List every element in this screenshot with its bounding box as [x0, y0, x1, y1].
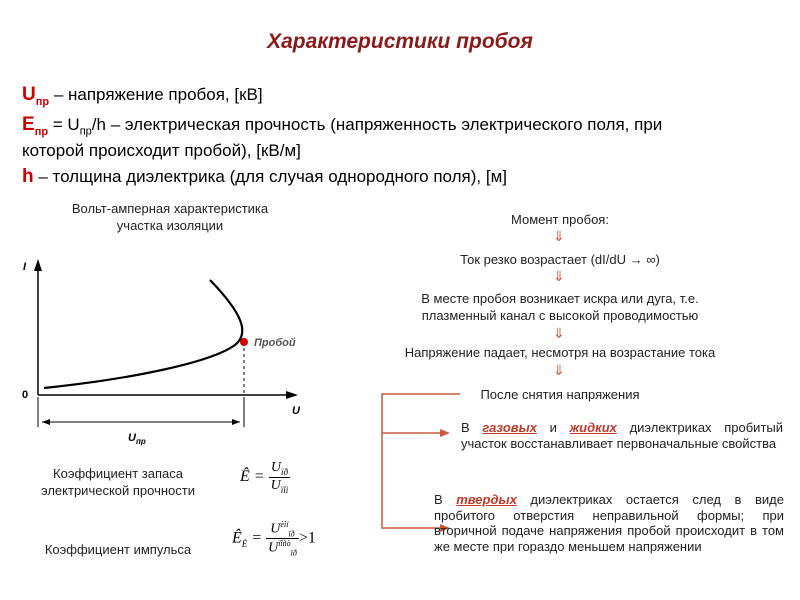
breakdown-point: [240, 338, 248, 346]
flow-arrow-4: ⇓: [553, 362, 565, 378]
origin-label: 0: [22, 389, 29, 401]
solid-note: В твердых диэлектриках остается след в виде пробитого отверстия неправильной формы; при вторичной подаче напряжения пробой происходит в том же месте при гораздо меньшем напряжении: [434, 492, 784, 554]
graph-caption: Вольт-амперная характеристика участка изоляции: [71, 201, 269, 233]
moment-label: Момент пробоя:: [511, 212, 609, 227]
definition-strength-line2: которой происходит пробой), [кВ/м]: [22, 141, 301, 160]
u-definition-text: – напряжение пробоя, [кВ]: [49, 85, 263, 104]
u-symbol: $U_{пр}$: [22, 84, 50, 108]
h-symbol: h: [22, 166, 34, 187]
definition-thickness: h – толщина диэлектрика (для случая однородного поля), [м]: [22, 166, 507, 187]
breakdown-label: Пробой: [254, 337, 296, 349]
upr-label: $U_{пр}$: [128, 432, 146, 446]
vac-curve: [44, 280, 242, 388]
page-title: Характеристики пробоя: [267, 30, 533, 53]
definition-strength: $E_{пр} = U_{пр}/h$ – электрическая прочность (напряженность электрического поля, при: [22, 114, 663, 138]
y-axis-label: I: [23, 261, 27, 273]
gas-liquid-note: В газовых и жидких диэлектриках пробитый участок восстанавливает первоначальные свойства: [461, 420, 783, 451]
arrow-gas-head: [440, 429, 450, 437]
after-line: После снятия напряжения: [480, 387, 640, 402]
x-axis-label: U: [292, 405, 300, 417]
voltage-line: Напряжение падает, несмотря на возрастание тока: [404, 345, 716, 360]
y-axis-arrow: [34, 259, 42, 271]
reserve-formula: Ê = $\frac{U_{ïð}}{U_{ïîì}}$: [240, 460, 289, 495]
flow-arrow-1: ⇓: [553, 228, 565, 244]
impulse-formula: $Ê_È$ = $\frac{U^{èìï}_{ïð}}{U^{ïîñò}_{ïð}}$ >1: [232, 520, 316, 558]
vac-graph: [10, 245, 330, 455]
current-line: Ток резко возрастает (dI/dU → ∞): [460, 252, 660, 267]
e-symbol: $E_{пр}$: [22, 114, 49, 138]
x-axis-arrow: [286, 391, 298, 399]
flow-arrow-2: ⇓: [553, 268, 565, 284]
spark-text: В месте пробоя возникает искра или дуга, т.е. плазменный канал с высокой проводимостью: [421, 291, 699, 323]
impulse-label: Коэффициент импульса: [44, 542, 192, 557]
flow-arrow-3: ⇓: [553, 325, 565, 341]
definition-voltage: [22, 84, 263, 113]
reserve-label: Коэффициент запаса электрической прочности: [41, 466, 195, 498]
